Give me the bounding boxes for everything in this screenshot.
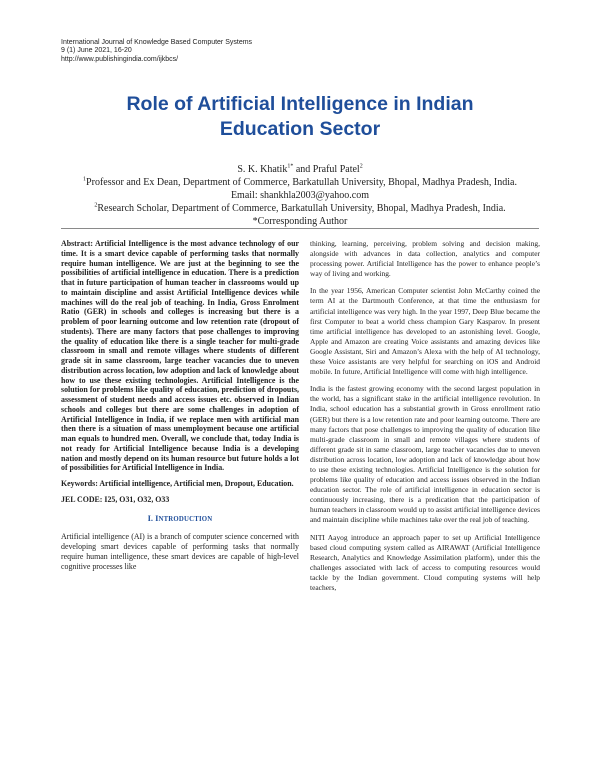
author-name-1: S. K. Khatik: [237, 164, 288, 175]
journal-issue: 9 (1) June 2021, 16-20: [61, 47, 132, 55]
section-title: NTRODUCTION: [158, 515, 213, 523]
author-2-marker: 2: [359, 163, 363, 170]
author-names: [30, 163, 570, 176]
abstract: Abstract: Artificial Intelligence is the most advance technology of our time. It is a smart device capable of performing tasks that normally require human intelligence. We are just at the beginning to see the possibilities of artificial intelligence in education. There is a prediction that in future participation of human teacher in classrooms would up to maintain discipline and assist Artificial Intelligence devices while machines will do the real job of teaching. In India, Gross Enrolment Ratio (GER) in schools and colleges is increasing but there is a problem of poor learning outcome and low retention rate (dropout of students). There are many factors that pose challenges to improving the quality of education like there is a single teacher for multi-grade classroom in small and remote villages where students of different grade sit in same classroom, large teacher vacancies due to uneven distribution across location, low adoption and lack of knowledge about how to use these existing technologies. Artificial Intelligence is the solution for problems like quality of education, prediction of dropouts, assessment of student needs and access issues etc. observed in Indian schools and colleges but there are some challenges in adoption of Artificial Intelligence in India, if we replace men with artificial man then there is a situation of mass unemployment because one artificial man equals to hundred men. Overall, we conclude that, today India is not ready for Artificial Intelligence because India is a developing nation and mostly depend on its human resource but future holds a lot of possibilities for Artificial Intelligence in India.: [61, 239, 299, 473]
affiliation-1: [30, 176, 570, 189]
intro-paragraph: Artificial intelligence (AI) is a branch of computer science concerned with developing smart devices capable of performing tasks that normally require human intelligence, these smart devices are capable of high-level cognitive processes like: [61, 532, 299, 571]
journal-url[interactable]: http://www.publishingindia.com/ijkbcs/: [61, 55, 179, 63]
jel-code: JEL CODE: I25, O31, O32, O33: [61, 494, 170, 504]
right-column: [310, 239, 540, 593]
left-column: [61, 239, 299, 571]
section-number: I. I: [147, 512, 159, 523]
affiliation-2-text: Research Scholar, Department of Commerce, Barkatullah University, Bhopal, Madhya Pradesh, India.: [97, 203, 506, 214]
body-paragraph: NITI Aayog introduce an approach paper to set up Artificial Intelligence based cloud computing system called as AIRAWAT (Artificial Intelligence Research, Analytics and Knowledge Assimilation platform), under this the challenges associated with lack of access to computing resources would tackle by the Indian government. Cloud computing systems will help teachers,: [310, 532, 540, 592]
section-heading-introduction: [61, 514, 299, 525]
affiliation-1-marker: 1: [83, 176, 87, 183]
body-paragraph: In the year 1956, American Computer scientist John McCarthy coined the term AI at the Dartmouth Conference, at that time the enthusiasm for artificial intelligence was very high. In the year 1997, Deep Blue became the first Computer to beat a world chess champion Gary Kasparov. In present time artificial intelligence has developed to an astonishing level. Google, Apple and Amazon are creating Voice assistants and amazing devices like Google Assistant, Siri and Amazon’s Alexa with the help of AI technology, these Voice assistants are very helpful for searching on iOS and Android mobile. In future, Artificial Intelligence will come with high intelligence.: [310, 286, 540, 377]
journal-header: [61, 39, 381, 64]
author-block: [30, 163, 570, 228]
affiliation-2-marker: 2: [94, 202, 98, 209]
affiliation-1-text: Professor and Ex Dean, Department of Commerce, Barkatullah University, Bhopal, Madhya Pradesh, India.: [86, 177, 517, 188]
author-1-marker: 1*: [287, 163, 294, 170]
paper-title-line-1: Role of Artificial Intelligence in Indian: [126, 93, 474, 115]
body-paragraph: thinking, learning, perceiving, problem solving and decision making, alongside with advances in data collection, analytics and computer processing power. Artificial Intelligence has the power to enhance people’s way of living and working.: [310, 239, 540, 279]
affiliation-2: [30, 202, 570, 215]
journal-name: International Journal of Knowledge Based Computer Systems: [61, 39, 253, 46]
body-paragraph: India is the fastest growing economy with the second largest population in the world, has a significant stake in the artificial intelligence revolution. In India, school education has a substantial growth in Gross enrollment ratio (GER) but there is a low retention rate and poor learning outcome. There are many factors that pose challenges to improving the quality of education like multi-grade classroom in small and remote villages where students of different grade sit in same classroom, large teacher vacancies due to uneven distribution across location, low adoption and lack of knowledge about how to use these existing technologies. Artificial Intelligence is the solution for problems like quality of education and access issues observed in the Indian education sector. The role of artificial intelligence in education sector is continuously increasing, there is a predication that the participation of human teachers in classroom would up to assist artificial intelligence devices and maintain discipline while machines take over the real job of teaching.: [310, 384, 540, 525]
author-name-2: and Praful Patel: [293, 164, 360, 175]
header-divider: [61, 228, 539, 229]
corresponding-author-note: *Corresponding Author: [252, 216, 348, 227]
author-email[interactable]: Email: shankhla2003@yahoo.com: [230, 190, 370, 201]
paper-title-line-2: Education Sector: [219, 118, 381, 140]
keywords: Keywords: Artificial intelligence, Artificial men, Dropout, Education.: [61, 479, 294, 488]
paper-title: [30, 92, 570, 142]
